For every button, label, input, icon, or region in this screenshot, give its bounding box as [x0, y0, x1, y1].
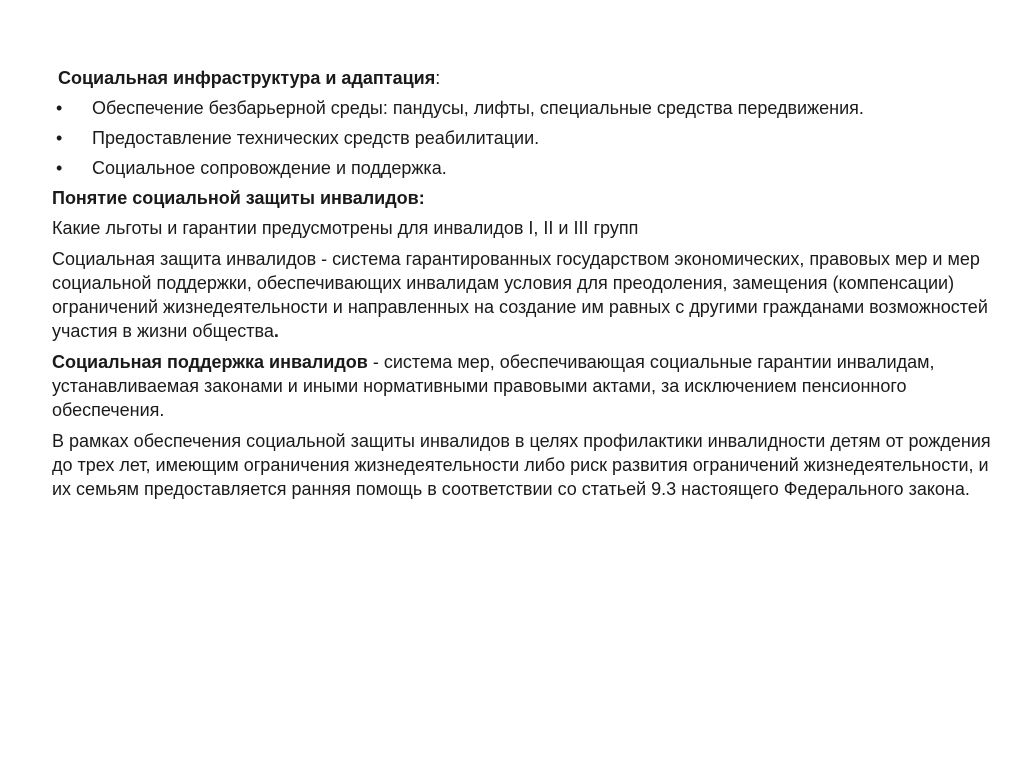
support-paragraph [52, 350, 992, 422]
bullet-icon: • [56, 158, 63, 178]
infrastructure-heading [58, 66, 992, 90]
support-text: - система мер, обеспечивающая социальные гарантии инвалидам, устанавливаемая законами и иными нормативными правовыми актами, за исключением пенсионного обеспечения. [52, 352, 935, 420]
list-item-text: Обеспечение безбарьерной среды: пандусы, лифты, специальные средства передвижения. [92, 98, 864, 118]
concept-title: Понятие социальной защиты инвалидов: [52, 188, 425, 208]
list-item [52, 156, 992, 180]
infrastructure-list [52, 96, 992, 180]
concept-question: Какие льготы и гарантии предусмотрены для инвалидов I, II и III групп [52, 218, 639, 238]
bullet-icon: • [56, 98, 63, 118]
concept-definition-end: . [273, 321, 279, 341]
concept-definition [52, 247, 992, 343]
list-item [52, 96, 992, 120]
concept-definition-text: Социальная защита инвалидов - система гарантированных государством экономических, правовых мер и мер социальной поддержки, обеспечивающих инвалидам условия для преодоления, замещения (компенсации) ограничений жизнедеятельности и направленных на создание им равных с другими гражданами возможностей участия в жизни общества [52, 249, 988, 341]
infrastructure-title-suffix: : [435, 68, 441, 88]
slide-content [52, 66, 992, 508]
list-item [52, 126, 992, 150]
infrastructure-title: Социальная инфраструктура и адаптация [58, 68, 436, 88]
bullet-icon: • [56, 128, 63, 148]
early-help-paragraph: В рамках обеспечения социальной защиты инвалидов в целях профилактики инвалидности детям от рождения до трех лет, имеющим ограничения жизнедеятельности либо риск развития ограничений жизнедеятельности, и их семьям предоставляется ранняя помощь в соответствии со статьей 9.3 настоящего Федерального закона. [52, 431, 991, 499]
list-item-text: Предоставление технических средств реабилитации. [92, 128, 540, 148]
support-term: Социальная поддержка инвалидов [52, 352, 368, 372]
list-item-text: Социальное сопровождение и поддержка. [92, 158, 447, 178]
